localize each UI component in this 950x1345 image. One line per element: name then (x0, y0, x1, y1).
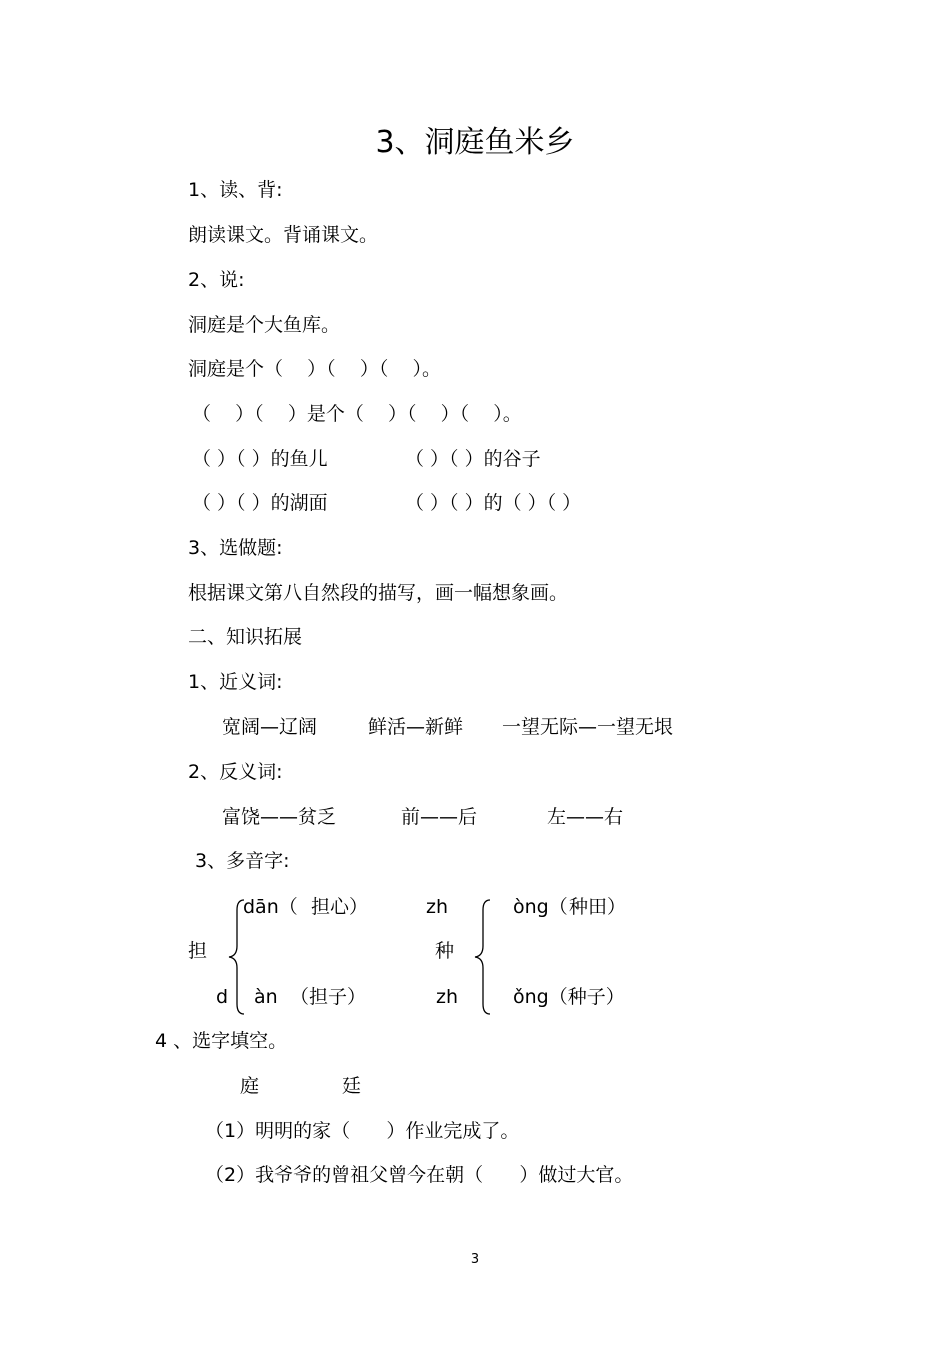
polyphone-zhong-top-initial: zh (426, 896, 449, 918)
section1-text: 朗读课文。背诵课文。 (188, 224, 379, 246)
polyphone-dan-top-pinyin: dān（ (243, 896, 298, 918)
section2-line5-right: （ ）（ ）的（ ）（ ） (405, 492, 582, 514)
polyphone-dan-top-word: 担心） (311, 896, 369, 918)
synonyms-heading: 1、近义词: (188, 671, 283, 693)
synonym-pair: 一望无际—一望无垠 (502, 716, 674, 738)
section2-line4-right: （ ）（ ）的谷子 (405, 448, 541, 470)
fill-question-1: （1）明明的家（ ）作业完成了。 (205, 1120, 520, 1142)
polyphone-dan-bottom-initial: d (216, 986, 229, 1008)
polyphone-dan-char: 担 (188, 940, 208, 962)
antonyms-heading: 2、反义词: (188, 761, 283, 783)
polyphone-zhong-bottom-initial: zh (436, 986, 459, 1008)
fill-choice: 廷 (342, 1075, 362, 1097)
fill-heading: 4 、选字填空。 (155, 1030, 288, 1052)
polyphone-zhong-bottom-pinyin: ǒng（种子） (513, 986, 625, 1008)
brace-icon (226, 898, 248, 1016)
part2-heading: 二、知识拓展 (188, 626, 303, 648)
section2-heading: 2、说: (188, 269, 245, 291)
page-title: 3、洞庭鱼米乡 (375, 125, 575, 160)
section2-line3: （ ）（ ）是个（ ）（ ）（ ）。 (192, 403, 522, 425)
section1-heading: 1、读、背: (188, 179, 283, 201)
fill-choice: 庭 (240, 1075, 260, 1097)
section2-line4-left: （ ）（ ）的鱼儿 (192, 448, 328, 470)
antonym-pair: 富饶——贫乏 (222, 806, 337, 828)
polyphone-zhong-char: 种 (435, 940, 455, 962)
synonym-pair: 鲜活—新鲜 (368, 716, 464, 738)
page-number: 3 (470, 1252, 480, 1267)
antonym-pair: 左——右 (547, 806, 624, 828)
polyphone-zhong-top-word: 种田） (569, 896, 627, 918)
brace-icon (472, 898, 494, 1016)
synonym-pair: 宽阔—辽阔 (222, 716, 318, 738)
fill-question-2: （2）我爷爷的曾祖父曾今在朝（ ）做过大官。 (205, 1164, 634, 1186)
polyphone-dan-bottom-word: （担子） (290, 986, 367, 1008)
polyphone-heading: 3、多音字: (195, 850, 290, 872)
section3-text: 根据课文第八自然段的描写，画一幅想象画。 (188, 582, 569, 604)
antonym-pair: 前——后 (401, 806, 478, 828)
section2-line1: 洞庭是个大鱼库。 (188, 314, 341, 336)
section3-heading: 3、选做题: (188, 537, 283, 559)
section2-line5-left: （ ）（ ）的湖面 (192, 492, 328, 514)
polyphone-dan-bottom-pinyin: àn (254, 986, 278, 1008)
section2-line2: 洞庭是个（ ）（ ）（ ）。 (188, 358, 441, 380)
polyphone-zhong-top-pinyin: òng（ (513, 896, 568, 918)
